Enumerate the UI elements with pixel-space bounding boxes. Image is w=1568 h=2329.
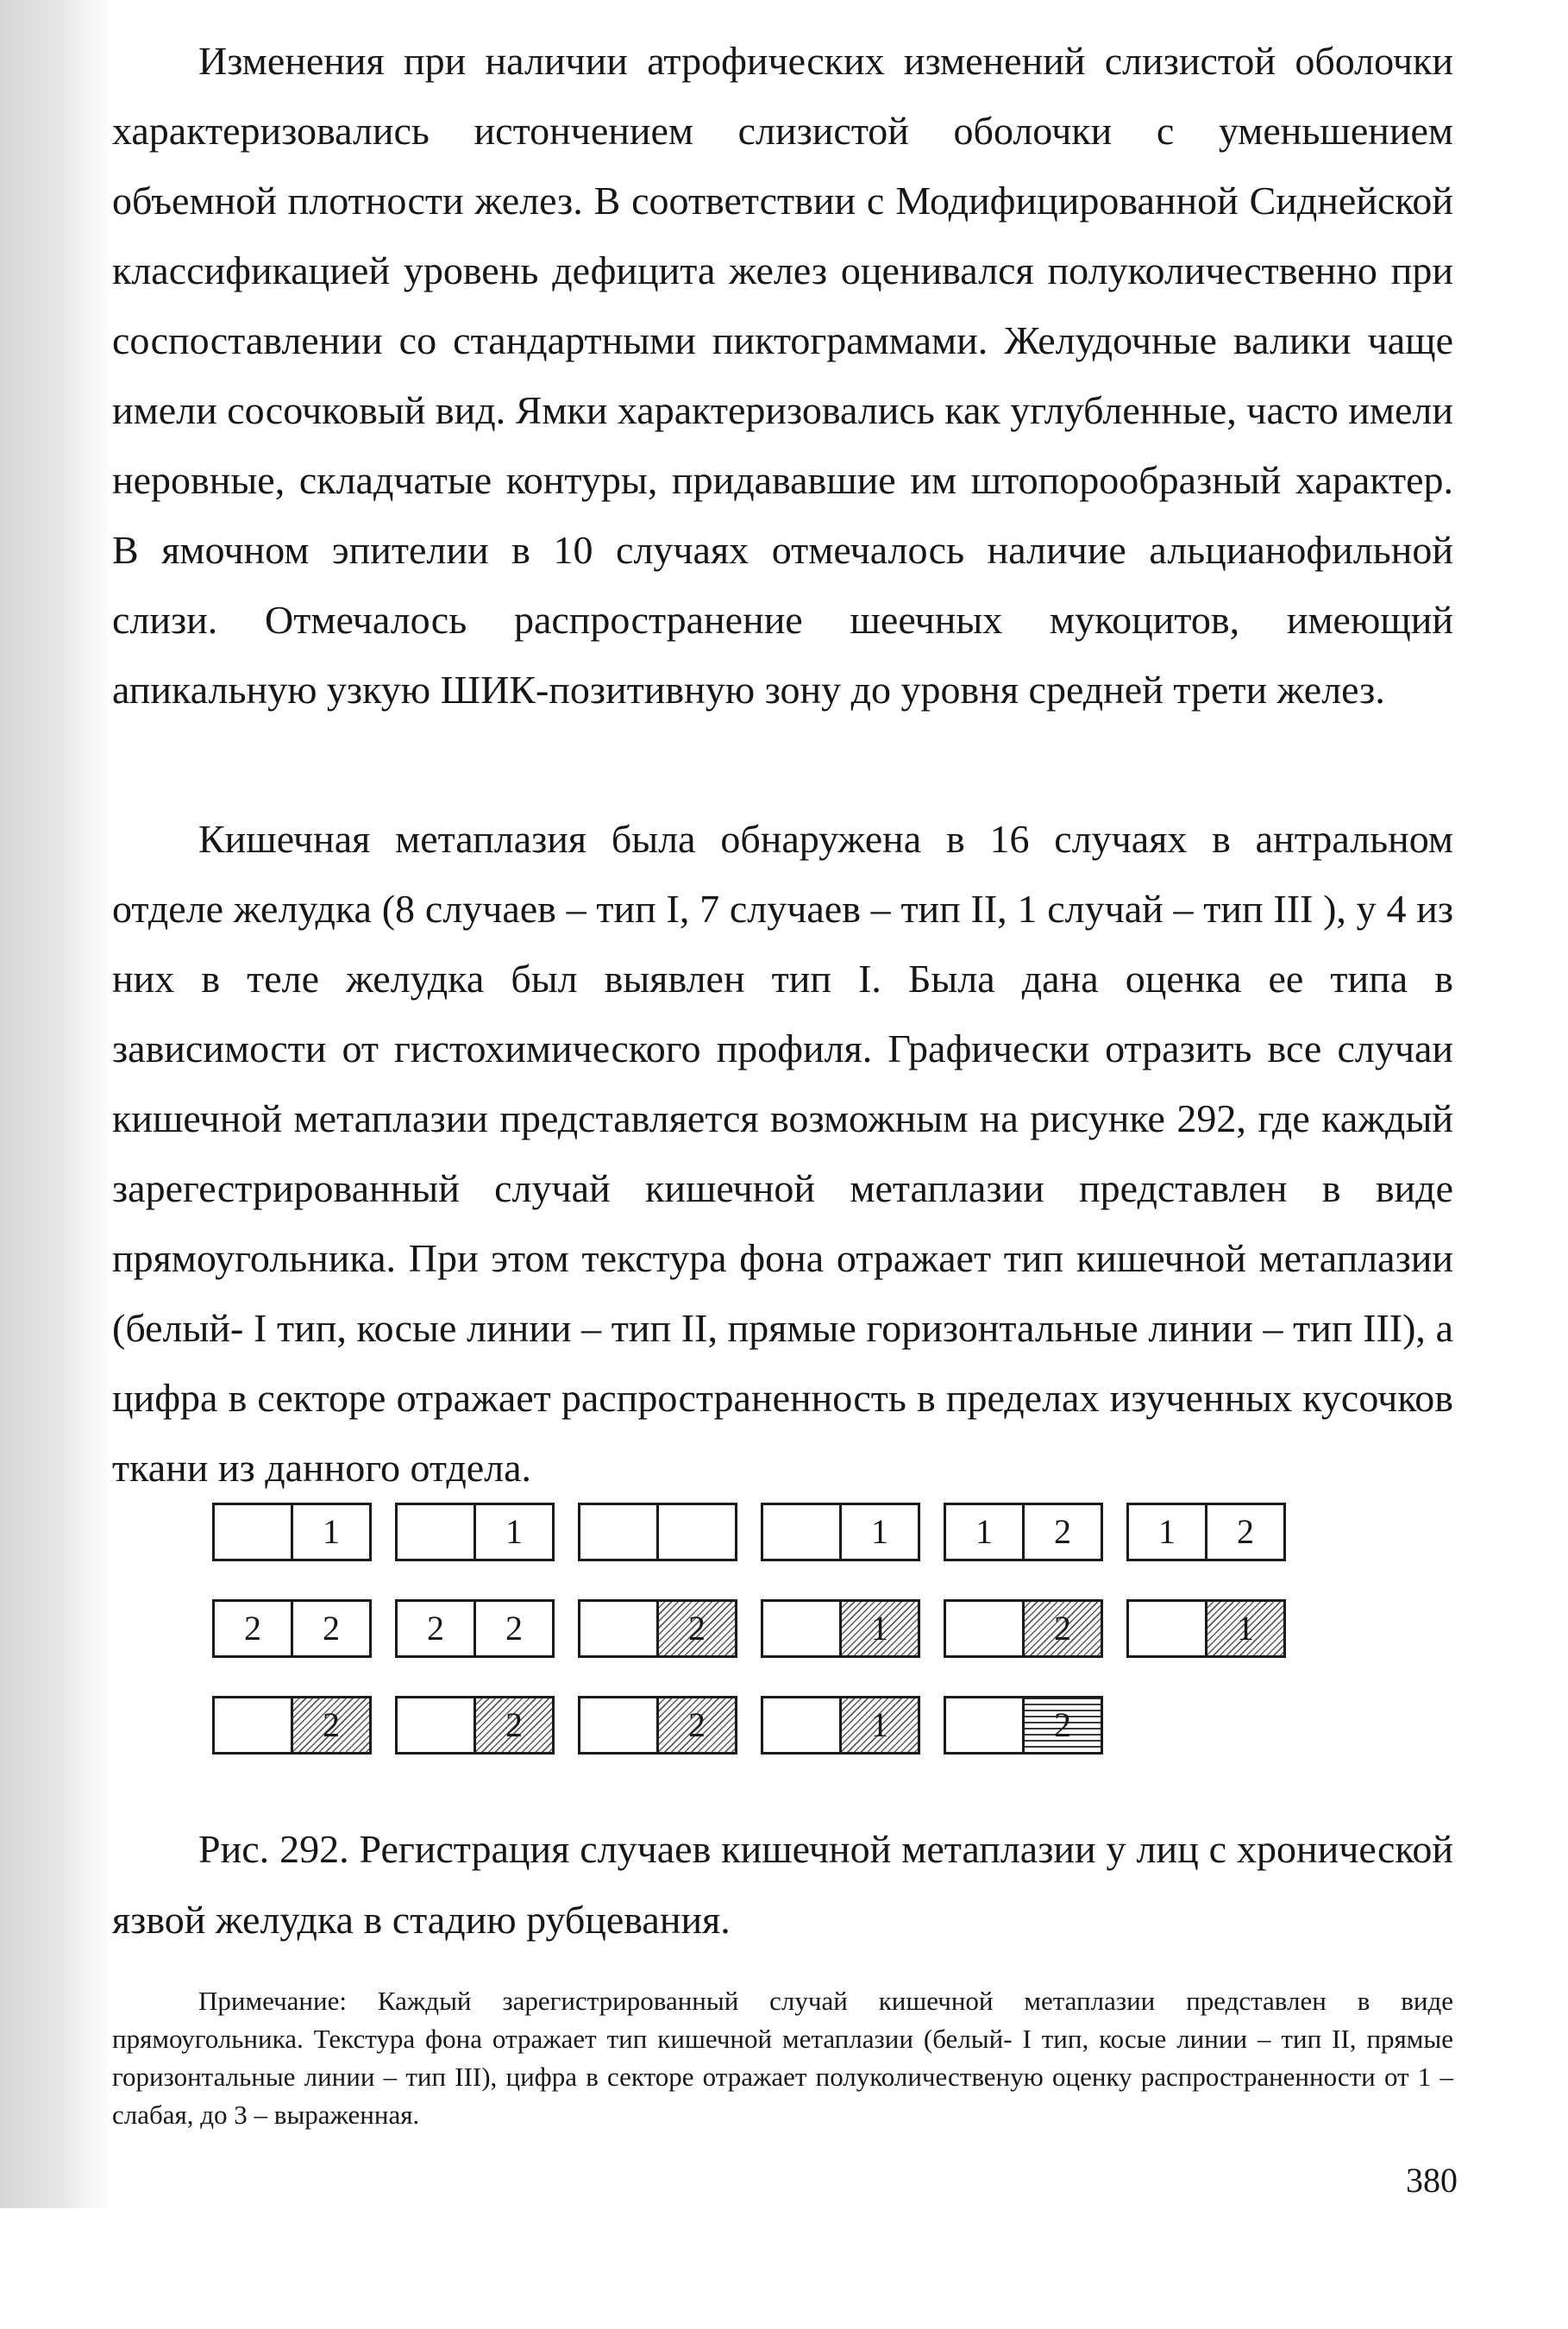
sector-value: 2 xyxy=(1237,1512,1254,1551)
case-rectangle xyxy=(1126,1503,1286,1561)
figure-note: Примечание: Каждый зарегистрированный случай кишечной метаплазии представлен в виде прямоугольника. Текстура фона отражает тип кишечной метаплазии (белый- I тип, косые линии – тип II, прямые горизонтальные линии – тип III), цифра в секторе отражает полуколичественую оценку распространенности от 1 – слабая, до 3 – выраженная. xyxy=(112,1986,1453,2130)
case-rectangle xyxy=(1126,1599,1286,1658)
left-sector xyxy=(215,1505,291,1559)
right-sector xyxy=(474,1505,552,1559)
sector-value: 2 xyxy=(323,1609,340,1648)
sector-value: 2 xyxy=(323,1705,340,1744)
scan-page-edge-shadow xyxy=(0,0,112,2208)
right-sector xyxy=(839,1505,918,1559)
body-paragraph-atrophy: Изменения при наличии атрофических изменений слизистой оболочки характеризовались истончением слизистой оболочки с уменьшением объемной плотности желез. В соответствии с Модифицированной Сиднейской классификацией уровень дефицита желез оценивался полуколичественно при соспоставлении со стандартными пиктограммами. Желудочные валики чаще имели сосочковый вид. Ямки характеризовались как углубленные, часто имели неровные, складчатые контуры, придававшие им штопорообразный характер. В ямочном эпителии в 10 случаях отмечалось наличие альцианофильной слизи. Отмечалось распространение шеечных мукоцитов, имеющий апикальную узкую ШИК-позитивную зону до уровня средней трети желез. xyxy=(112,39,1453,712)
metaplasia-cases-figure xyxy=(212,1503,1286,1755)
right-sector xyxy=(839,1698,918,1752)
sector-value: 1 xyxy=(975,1512,993,1551)
case-rectangle xyxy=(578,1503,737,1561)
left-sector xyxy=(946,1505,1022,1559)
case-rectangle xyxy=(578,1599,737,1658)
page-number: 380 xyxy=(1406,2161,1458,2200)
case-rectangle xyxy=(761,1696,920,1755)
sector-value: 1 xyxy=(1237,1609,1254,1648)
sector-value: 1 xyxy=(323,1512,340,1551)
case-rectangle xyxy=(761,1599,920,1658)
sector-value: 2 xyxy=(244,1609,261,1648)
case-rectangle xyxy=(212,1599,372,1658)
left-sector xyxy=(398,1698,474,1752)
left-sector xyxy=(763,1505,839,1559)
left-sector xyxy=(946,1602,1022,1655)
left-sector xyxy=(763,1698,839,1752)
right-sector xyxy=(474,1698,552,1752)
right-sector xyxy=(1022,1698,1101,1752)
case-rectangle xyxy=(944,1503,1103,1561)
body-paragraph-intestinal-metaplasia: Кишечная метаплазия была обнаружена в 16 случаях в антральном отделе желудка (8 случаев – тип I, 7 случаев – тип II, 1 случай – тип III ), у 4 из них в теле желудка был выявлен тип I. Была дана оценка ее типа в зависимости от гистохимического профиля. Графически отразить все случаи кишечной метаплазии представляется возможным на рисунке 292, где каждый зарегестрированный случай кишечной метаплазии представлен в виде прямоугольника. При этом текстура фона отражает тип кишечной метаплазии (белый- I тип, косые линии – тип II, прямые горизонтальные линии – тип III), а цифра в секторе отражает распространенность в пределах изученных кусочков ткани из данного отдела. xyxy=(112,817,1453,1490)
case-rectangle xyxy=(944,1696,1103,1755)
right-sector xyxy=(839,1602,918,1655)
figure-caption: Рис. 292. Регистрация случаев кишечной метаплазии у лиц с хронической язвой желудка в стадию рубцевания. xyxy=(112,1827,1453,1942)
sector-value: 1 xyxy=(871,1609,888,1648)
sector-value: 2 xyxy=(427,1609,444,1648)
left-sector xyxy=(1129,1602,1205,1655)
sector-value: 2 xyxy=(1054,1512,1071,1551)
sector-value: 2 xyxy=(688,1705,706,1744)
right-sector xyxy=(291,1505,369,1559)
left-sector xyxy=(946,1698,1022,1752)
sector-value: 2 xyxy=(1054,1705,1071,1744)
left-sector xyxy=(580,1505,656,1559)
right-sector xyxy=(656,1505,735,1559)
right-sector xyxy=(1022,1505,1101,1559)
right-sector xyxy=(1205,1505,1283,1559)
right-sector xyxy=(291,1602,369,1655)
case-rectangle xyxy=(395,1503,555,1561)
sector-value: 2 xyxy=(688,1609,706,1648)
right-sector xyxy=(1205,1602,1283,1655)
right-sector xyxy=(1022,1602,1101,1655)
left-sector xyxy=(1129,1505,1205,1559)
case-rectangle xyxy=(944,1599,1103,1658)
sector-value: 1 xyxy=(871,1705,888,1744)
sector-value: 2 xyxy=(505,1705,523,1744)
case-rectangle xyxy=(395,1696,555,1755)
left-sector xyxy=(580,1602,656,1655)
sector-value: 2 xyxy=(1054,1609,1071,1648)
case-rectangle xyxy=(212,1696,372,1755)
sector-value: 1 xyxy=(871,1512,888,1551)
left-sector xyxy=(215,1602,291,1655)
case-rectangle xyxy=(395,1599,555,1658)
right-sector xyxy=(291,1698,369,1752)
sector-value: 1 xyxy=(505,1512,523,1551)
left-sector xyxy=(763,1602,839,1655)
case-rectangle xyxy=(578,1696,737,1755)
sector-value: 2 xyxy=(505,1609,523,1648)
sector-value: 1 xyxy=(1158,1512,1176,1551)
left-sector xyxy=(398,1602,474,1655)
right-sector xyxy=(656,1698,735,1752)
left-sector xyxy=(398,1505,474,1559)
case-rectangle xyxy=(761,1503,920,1561)
left-sector xyxy=(580,1698,656,1752)
case-rectangle xyxy=(212,1503,372,1561)
right-sector xyxy=(474,1602,552,1655)
left-sector xyxy=(215,1698,291,1752)
right-sector xyxy=(656,1602,735,1655)
